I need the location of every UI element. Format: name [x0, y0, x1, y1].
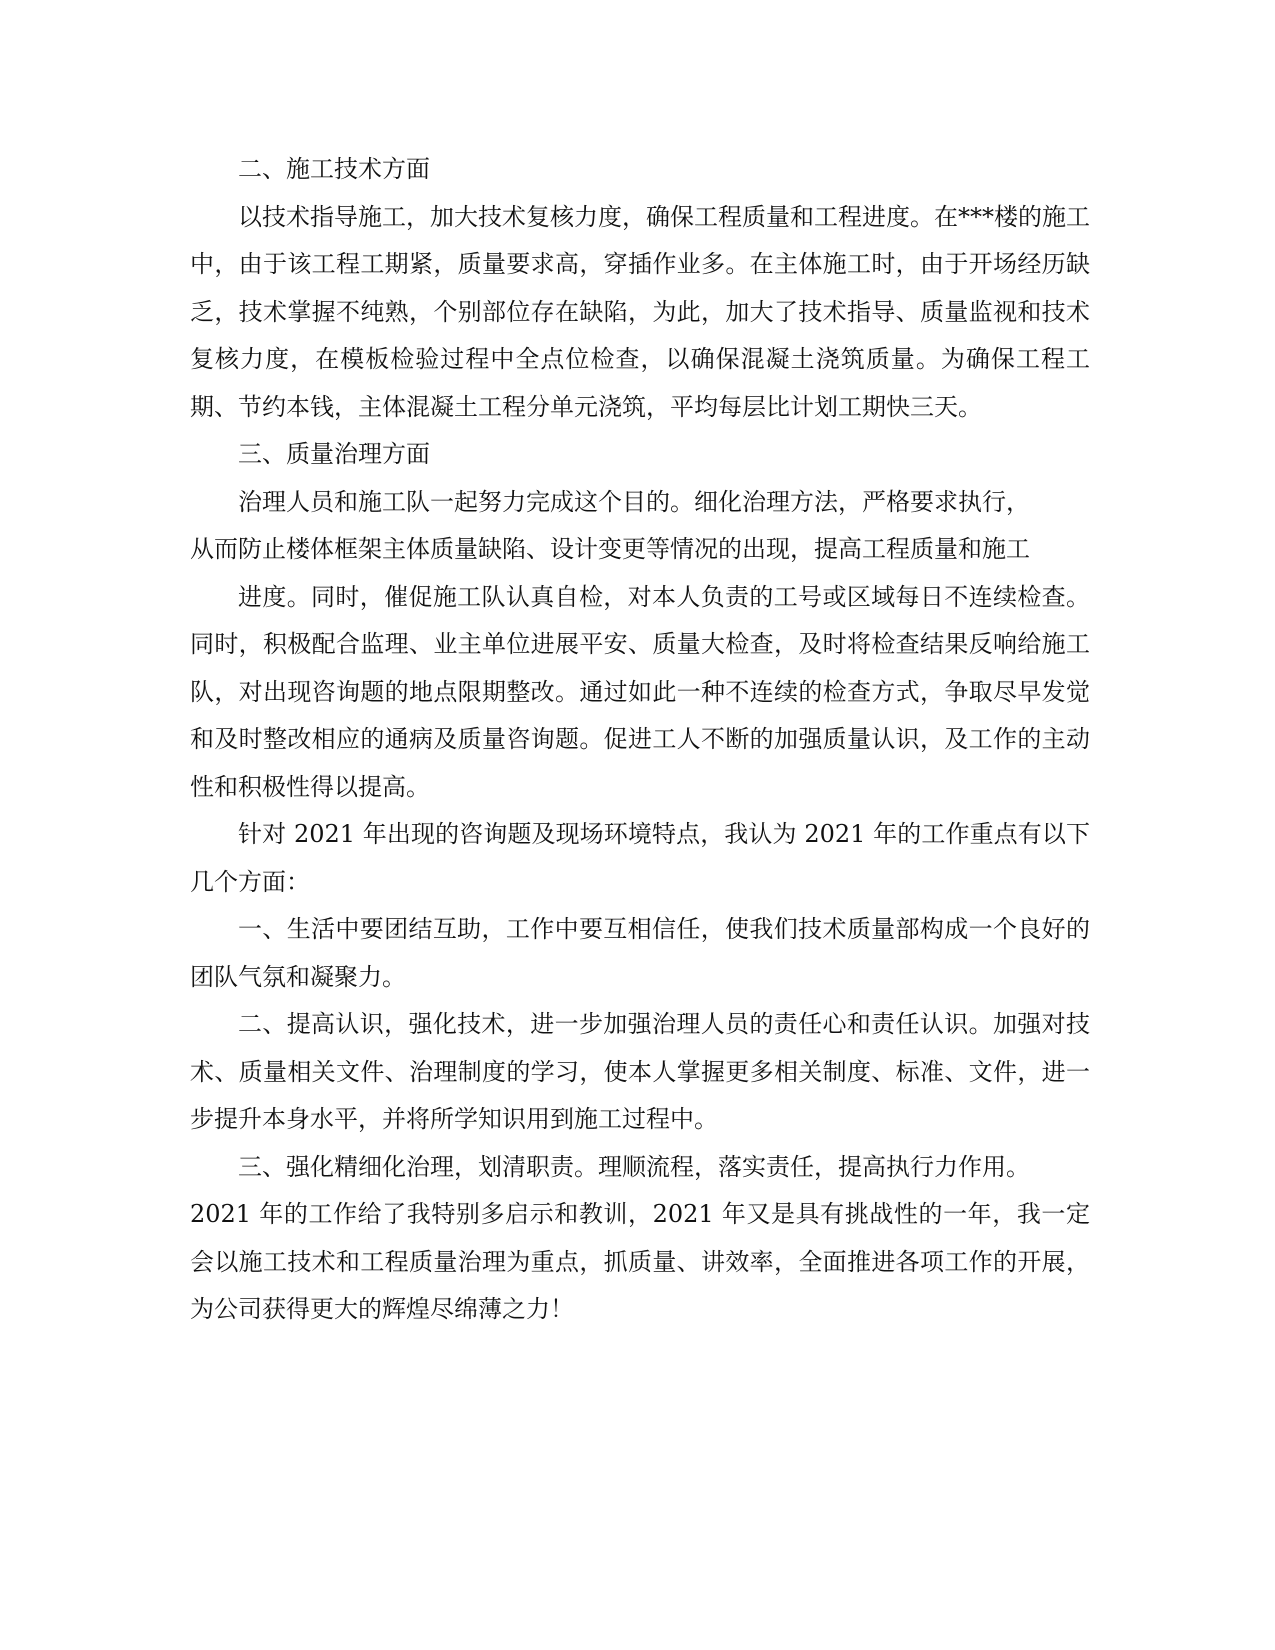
paragraph-closing: 2021 年的工作给了我特别多启示和教训，2021 年又是具有挑战性的一年，我一定会以施工技术和工程质量治理为重点，抓质量、讲效率，全面推进各项工作的开展，为公司获得更大的辉煌尽绵薄之力！ — [190, 1200, 1090, 1323]
paragraph-focus-one: 一、生活中要团结互助，工作中要互相信任，使我们技术质量部构成一个良好的团队气氛和凝聚力。 — [190, 915, 1090, 991]
section-heading-quality-management: 三、质量治理方面 — [238, 440, 430, 468]
paragraph-quality-management-line-2: 从而防止楼体框架主体质量缺陷、设计变更等情况的出现，提高工程质量和施工 — [190, 535, 1030, 563]
paragraph-quality-management-continued: 进度。同时，催促施工队认真自检，对本人负责的工号或区域每日不连续检查。同时，积极配合监理、业主单位进展平安、质量大检查，及时将检查结果反响给施工队，对出现咨询题的地点限期整改。通过如此一种不连续的检查方式，争取尽早发觉和及时整改相应的通病及质量咨询题。促进工人不断的加强质量认识，及工作的主动性和积极性得以提高。 — [190, 582, 1090, 801]
section-heading-construction-technology: 二、施工技术方面 — [238, 155, 430, 183]
paragraph-quality-management-line-1: 治理人员和施工队一起努力完成这个目的。细化治理方法，严格要求执行， — [238, 487, 1030, 516]
paragraph-work-focus-intro: 针对 2021 年出现的咨询题及现场环境特点，我认为 2021 年的工作重点有以下几个方面： — [190, 820, 1090, 896]
paragraph-focus-three: 三、强化精细化治理，划清职责。理顺流程，落实责任，提高执行力作用。 — [238, 1152, 1030, 1181]
document-body — [190, 146, 1090, 1334]
paragraph-construction-technology: 以技术指导施工，加大技术复核力度，确保工程质量和工程进度。在***楼的施工中，由于该工程工期紧，质量要求高，穿插作业多。在主体施工时，由于开场经历缺乏，技术掌握不纯熟，个别部位存在缺陷，为此，加大了技术指导、质量监视和技术复核力度，在模板检验过程中全点位检查，以确保混凝土浇筑质量。为确保工程工期、节约本钱，主体混凝土工程分单元浇筑，平均每层比计划工期快三天。 — [190, 202, 1090, 421]
paragraph-focus-two: 二、提高认识，强化技术，进一步加强治理人员的责任心和责任认识。加强对技术、质量相关文件、治理制度的学习，使本人掌握更多相关制度、标准、文件，进一步提升本身水平，并将所学知识用到施工过程中。 — [190, 1010, 1090, 1133]
